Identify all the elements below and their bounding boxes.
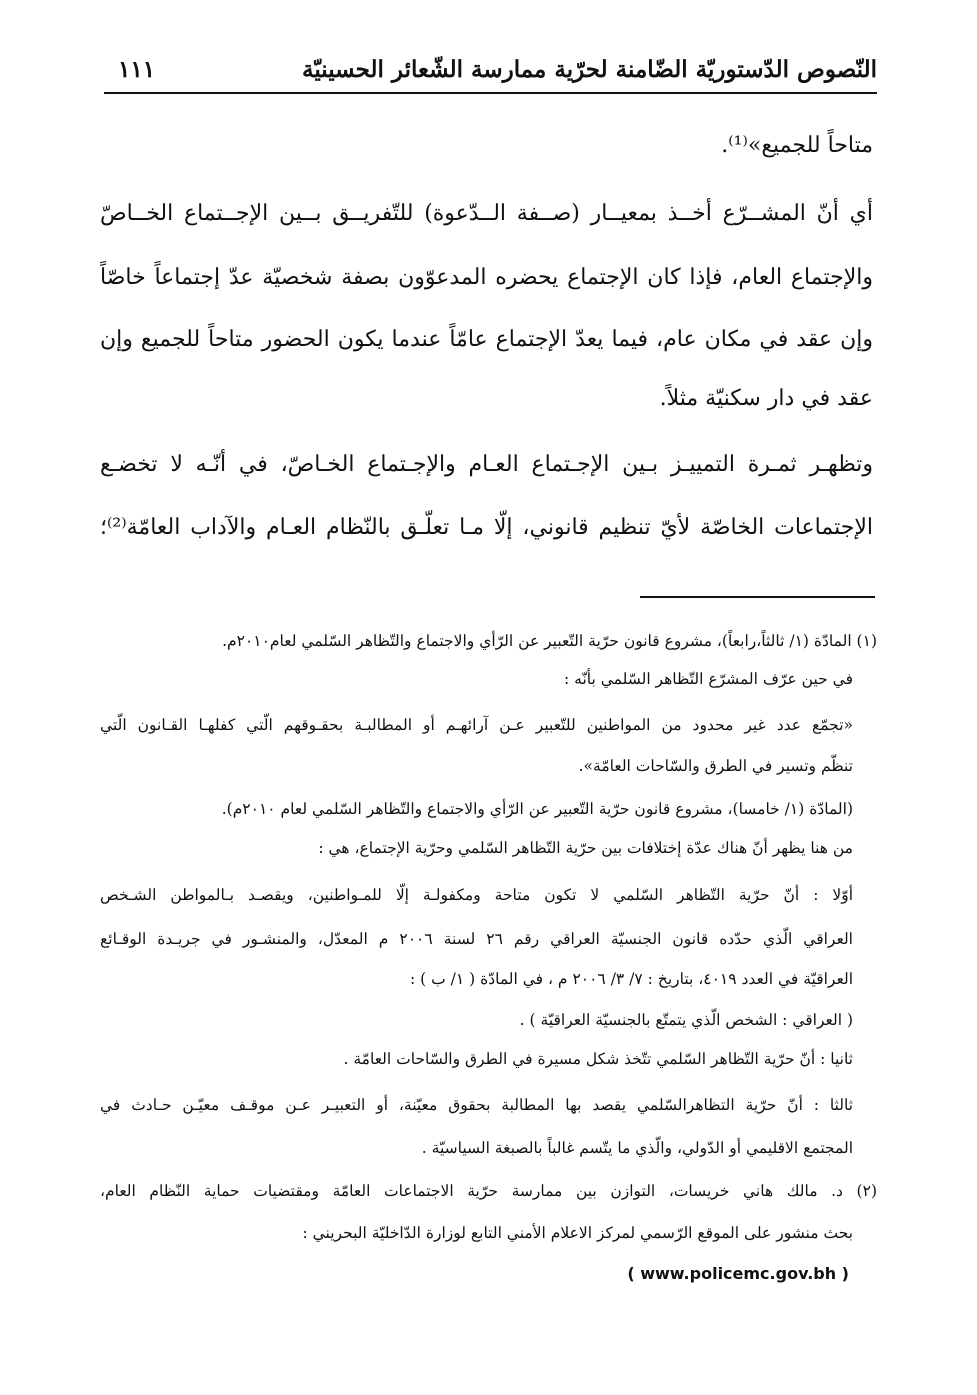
- footnote-separator: [640, 596, 875, 598]
- footnote-line: ثالثا : أنّ حرّية التظاهرالسّلمي يقصد بها المطالبة بحقوق معيّنة، أو التعبيـر عـن موقـف معيّـن حـادث في: [100, 1096, 853, 1114]
- footnote-line: تنظّم وتسير في الطرق والسّاحات العامّة».: [578, 757, 853, 775]
- footnote-line: المجتمع الاقليمي أو الدّولي، والّذي ما يتّسم غالباً بالصبغة السياسيّة .: [421, 1139, 853, 1157]
- footnote-line: (المادّة (١/ خامسا)، مشروع قانون حرّية التّعبير عن الرّأي والاجتماع والتّظاهر السّلمي لعام ٢٠١٠م).: [221, 800, 853, 818]
- page-number: ١١١: [118, 56, 156, 83]
- footnote-line: من هنا يظهر أنّ هناك عدّة إختلافات بين حرّية التّظاهر السّلمي وحرّية الإجتماع، هي :: [318, 839, 853, 857]
- body-line: متاحاً للجميع»⁽¹⁾.: [721, 133, 873, 158]
- footnote-line: ثانيا : أنّ حرّية التّظاهر السّلمي تتّخذ شكل مسيرة في الطرق والسّاحات العامّة .: [343, 1050, 853, 1068]
- footnote-line: أوّلا : أنّ حرّية التّظاهر السّلمي لا تكون متاحة ومكفولـة إلّا للمـواطنين، ويقصـد بـالمواطن الشـخص: [100, 886, 853, 904]
- header-title: النّصوص الدّستوريّة الضّامنة لحرّية ممارسة الشّعائر الحسينيّة: [302, 56, 877, 83]
- body-line: والإجتماع العام، فإذا كان الإجتماع يحضره المدعوّون بصفة شخصيّة عدّ إجتماعاً خاصّاً: [100, 265, 873, 290]
- body-line: وإن عقد في مكان عام، فيما يعدّ الإجتماع عامّاً عندما يكون الحضور متاحاً للجميع وإن: [100, 327, 873, 352]
- footnote-line: ( العراقي : الشخص الّذي يتمتّع بالجنسيّة العراقيّة ) .: [519, 1011, 853, 1029]
- footnote-url: ( www.policemc.gov.bh ): [627, 1264, 849, 1283]
- footnote-line: في حين عرّف المشرّع التّظاهر السّلمي بأنّه :: [564, 670, 853, 688]
- footnote-line: (٢) د. مالك هاني خريسات، التوازن بين ممارسة حرّية الاجتماعات العامّة ومقتضيات حماية النّظام العام،: [100, 1182, 877, 1200]
- footnote-line: (١) المادّة (١/ ثالثاً،رابعاً)، مشروع قانون حرّية التّعبير عن الرّأي والاجتماع والتّظاهر السّلمي لعام٢٠١٠م.: [222, 632, 877, 650]
- footnote-line: «تجمّع عدد غير محدود من المواطنين للتّعبير عـن آرائهـم أو المطالبـة بحقـوقهم الّتي كفلهـا القـانون الّتي: [100, 716, 853, 734]
- body-line: عقد في دار سكنيّة مثلاً.: [659, 386, 873, 411]
- body-line: أي أنّ المشــرّع أخــذ بمعيــار (صــفة الــدّعوة) للتّفريــق بــين الإجــتماع الخــاصّ: [100, 201, 873, 226]
- running-header: [104, 46, 877, 94]
- footnote-line: العراقي الّذي حدّده قانون الجنسيّة العراقي رقم ٢٦ لسنة ٢٠٠٦ م المعدّل، والمنشـور في جريـدة الوقـائع: [100, 930, 853, 948]
- footnote-line: العراقيّة في العدد ٤٠١٩، بتاريخ : ٧/ ٣/ ٢٠٠٦ م ، في المادّة ( ١/ ب ) :: [409, 970, 853, 988]
- footnote-line: بحث منشور على الموقع الرّسمي لمركز الاعلام الأمني التابع لوزارة الدّاخليّة البحريني :: [302, 1224, 853, 1242]
- body-line: وتظهـر ثمـرة التمييـز بـين الإجـتماع العـام والإجـتماع الخـاصّ، في أنّـه لا تخضـع: [100, 452, 873, 477]
- body-line: الإجتماعات الخاصّة لأيّ تنظيم قانوني، إلّا مـا تعلّـق بالنّظام العـام والآداب العامّة⁽²⁾؛: [100, 515, 873, 540]
